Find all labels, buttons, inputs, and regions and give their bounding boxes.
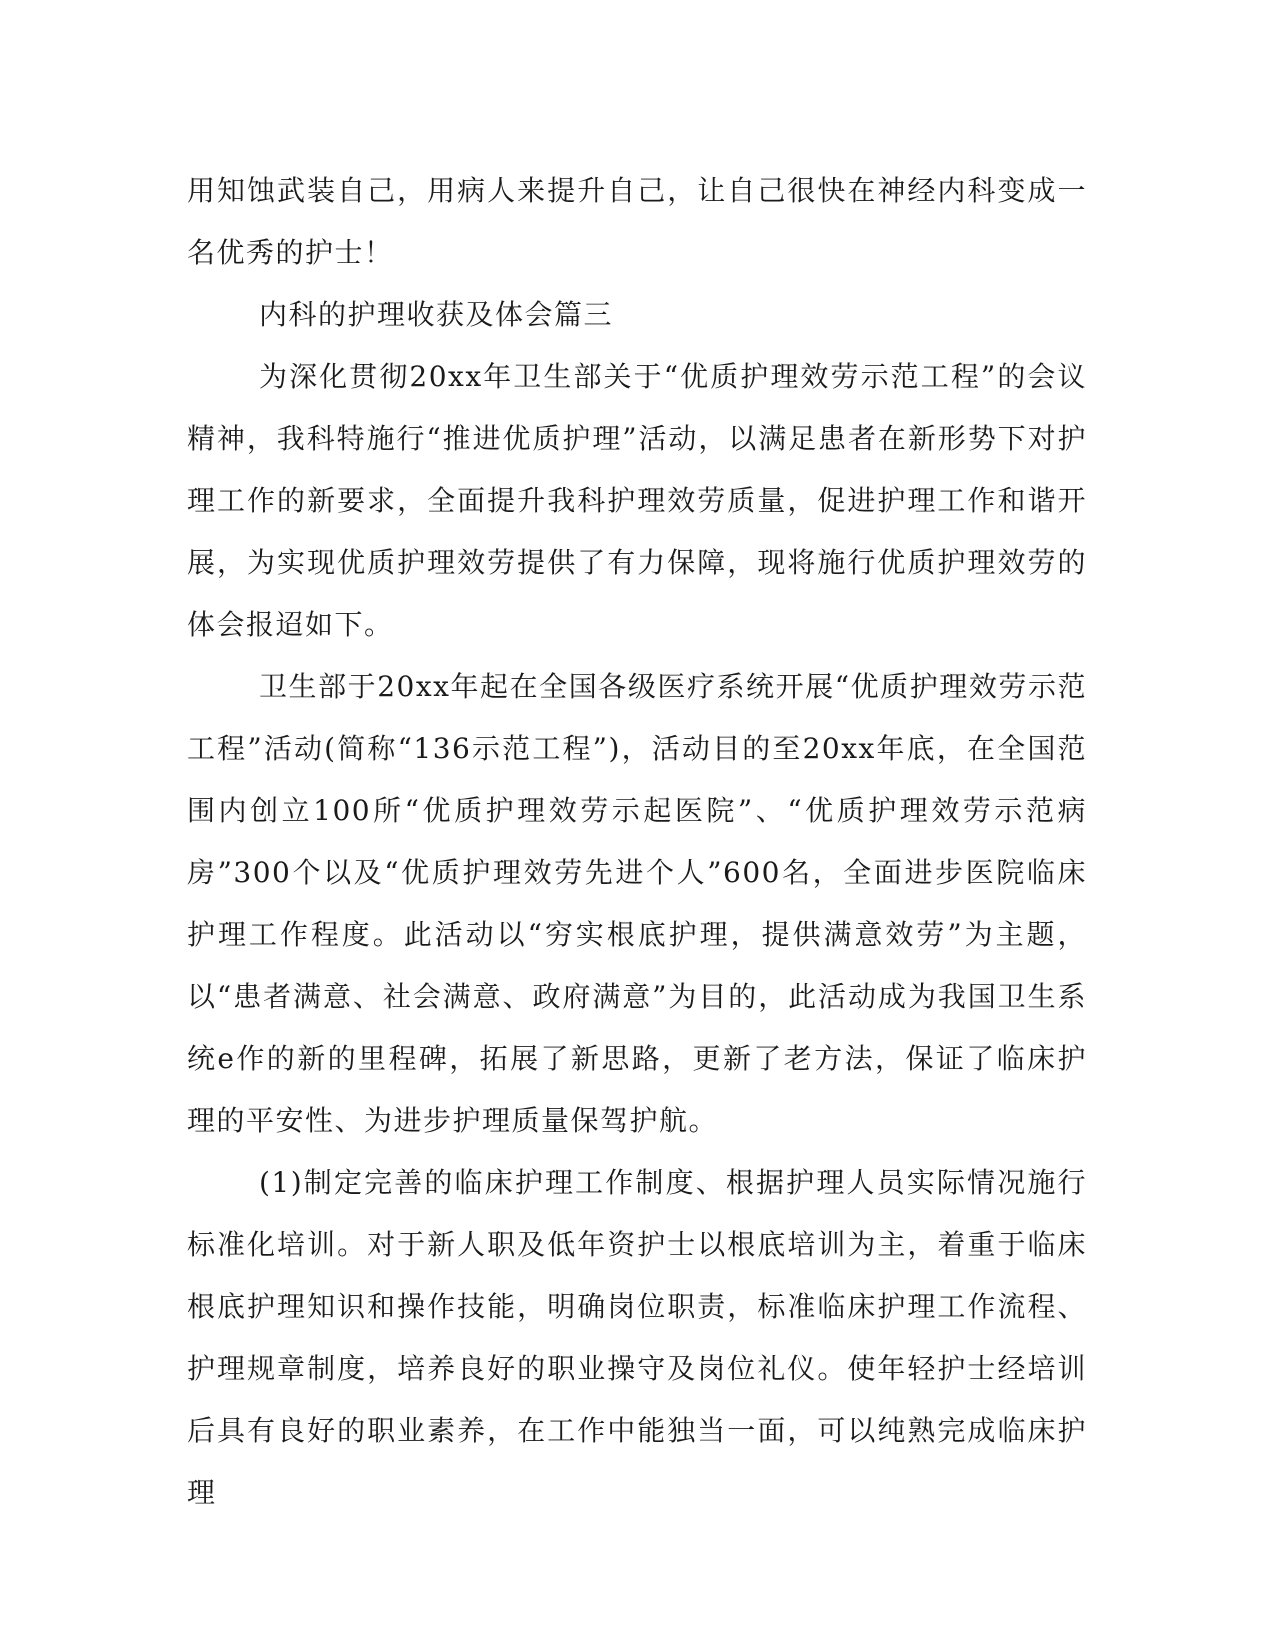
document-body bbox=[187, 160, 1087, 1524]
paragraph-continuation: 用知蚀武装自己，用病人来提升自己，让自己很快在神经内科变成一名优秀的护士！ bbox=[187, 174, 1087, 269]
section-heading: 内科的护理收获及体会篇三 bbox=[259, 298, 614, 331]
paragraph-background: 卫生部于20xx年起在全国各级医疗系统开展“优质护理效劳示范工程”活动(简称“136示范工程”)，活动目的至20xx年底，在全国范围内创立100所“优质护理效劳示起医院”、“优质护理效劳示范病房”300个以及“优质护理效劳先进个人”600名，全面进步医院临床护理工作程度。此活动以“穷实根底护理，提供满意效劳”为主题，以“患者满意、社会满意、政府满意”为目的，此活动成为我国卫生系统e作的新的里程碑，拓展了新思路，更新了老方法，保证了临床护理的平安性、为进步护理质量保驾护航。 bbox=[187, 670, 1087, 1137]
paragraph-measure-1: (1)制定完善的临床护理工作制度、根据护理人员实际情况施行标准化培训。对于新人职及低年资护士以根底培训为主，着重于临床根底护理知识和操作技能，明确岗位职责，标准临床护理工作流程、护理规章制度，培养良好的职业操守及岗位礼仪。使年轻护士经培训后具有良好的职业素养，在工作中能独当一面，可以纯熟完成临床护理 bbox=[187, 1166, 1087, 1509]
paragraph-intro: 为深化贯彻20xx年卫生部关于“优质护理效劳示范工程”的会议精神，我科特施行“推进优质护理”活动，以满足患者在新形势下对护理工作的新要求，全面提升我科护理效劳质量，促进护理工作和谐开展，为实现优质护理效劳提供了有力保障，现将施行优质护理效劳的体会报迢如下。 bbox=[187, 360, 1087, 641]
